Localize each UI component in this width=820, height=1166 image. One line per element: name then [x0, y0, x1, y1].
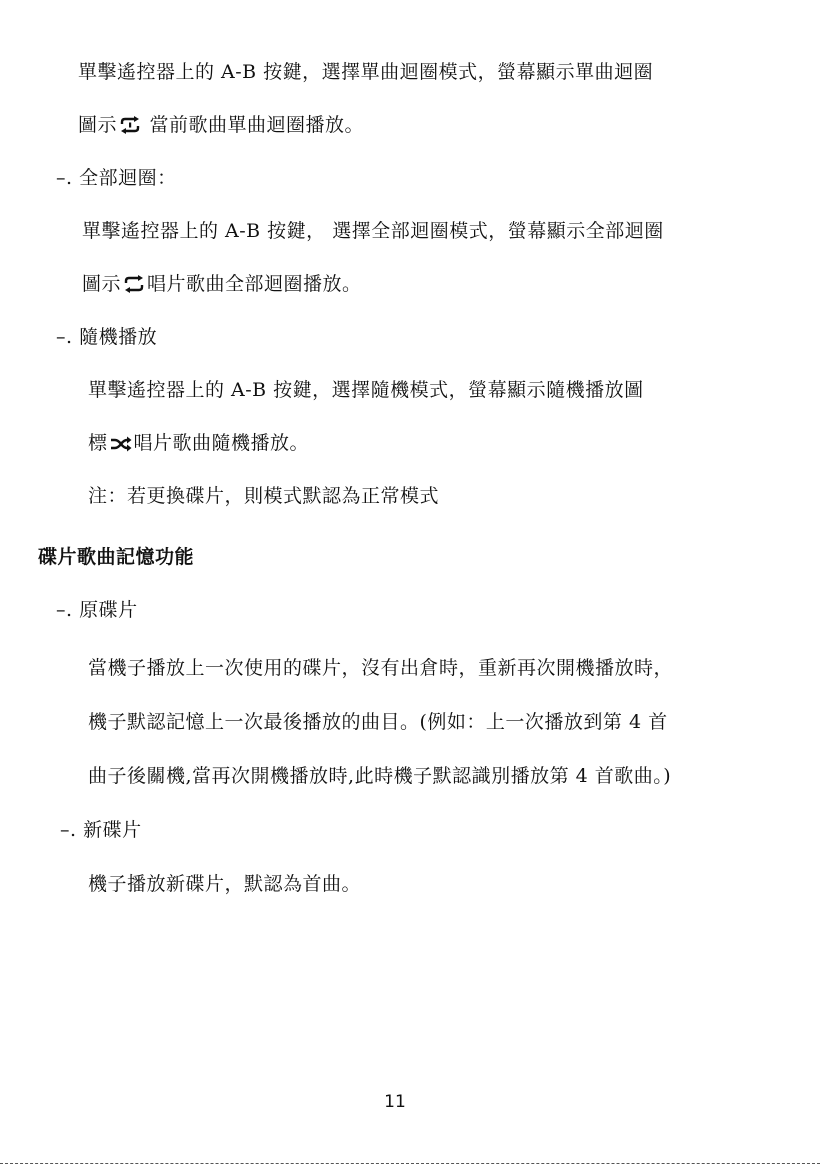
- shuffle-note: 注：若更換碟片，則模式默認為正常模式: [88, 485, 440, 507]
- repeat-all-desc-line1: 單擊遙控器上的 A-B 按鍵， 選擇全部迴圈模式，螢幕顯示全部迴圈: [82, 220, 664, 242]
- repeat-all-desc-line2: [82, 272, 362, 299]
- shuffle-text-after: 唱片歌曲隨機播放。: [133, 432, 310, 454]
- original-disc-line2: 機子默認記憶上一次最後播放的曲目。(例如：上一次播放到第 4 首: [88, 711, 668, 733]
- shuffle-desc-line2: [88, 431, 309, 458]
- new-disc-line1: 機子播放新碟片，默認為首曲。: [88, 873, 362, 895]
- repeat-one-text-after: 當前歌曲單曲迴圈播放。: [143, 114, 365, 136]
- shuffle-desc-line1: 單擊遙控器上的 A-B 按鍵，選擇隨機模式，螢幕顯示隨機播放圖: [88, 379, 644, 401]
- repeat-all-title: –. 全部迴圈：: [56, 167, 177, 189]
- repeat-all-text-after: 唱片歌曲全部迴圈播放。: [147, 273, 362, 295]
- repeat-all-text-before: 圖示: [82, 273, 122, 295]
- repeat-one-icon: [119, 116, 141, 140]
- original-disc-line1: 當機子播放上一次使用的碟片，沒有出倉時，重新再次開機播放時，: [88, 657, 674, 679]
- shuffle-text-before: 標: [88, 432, 108, 454]
- page-bottom-divider: [0, 1163, 820, 1164]
- repeat-one-desc-line2: [78, 113, 364, 140]
- repeat-one-desc-line1: 單擊遙控器上的 A-B 按鍵，選擇單曲迴圈模式，螢幕顯示單曲迴圈: [78, 61, 654, 83]
- page-number: 11: [384, 1092, 406, 1112]
- shuffle-title: –. 隨機播放: [56, 326, 158, 348]
- shuffle-icon: [110, 434, 132, 458]
- repeat-one-text-before: 圖示: [78, 114, 118, 136]
- original-disc-title: –. 原碟片: [56, 599, 138, 621]
- new-disc-title: –. 新碟片: [60, 819, 142, 841]
- original-disc-line3: 曲子後關機,當再次開機播放時,此時機子默認識別播放第 4 首歌曲。): [88, 765, 672, 787]
- repeat-all-icon: [123, 275, 145, 299]
- memory-section-heading: 碟片歌曲記憶功能: [38, 546, 195, 568]
